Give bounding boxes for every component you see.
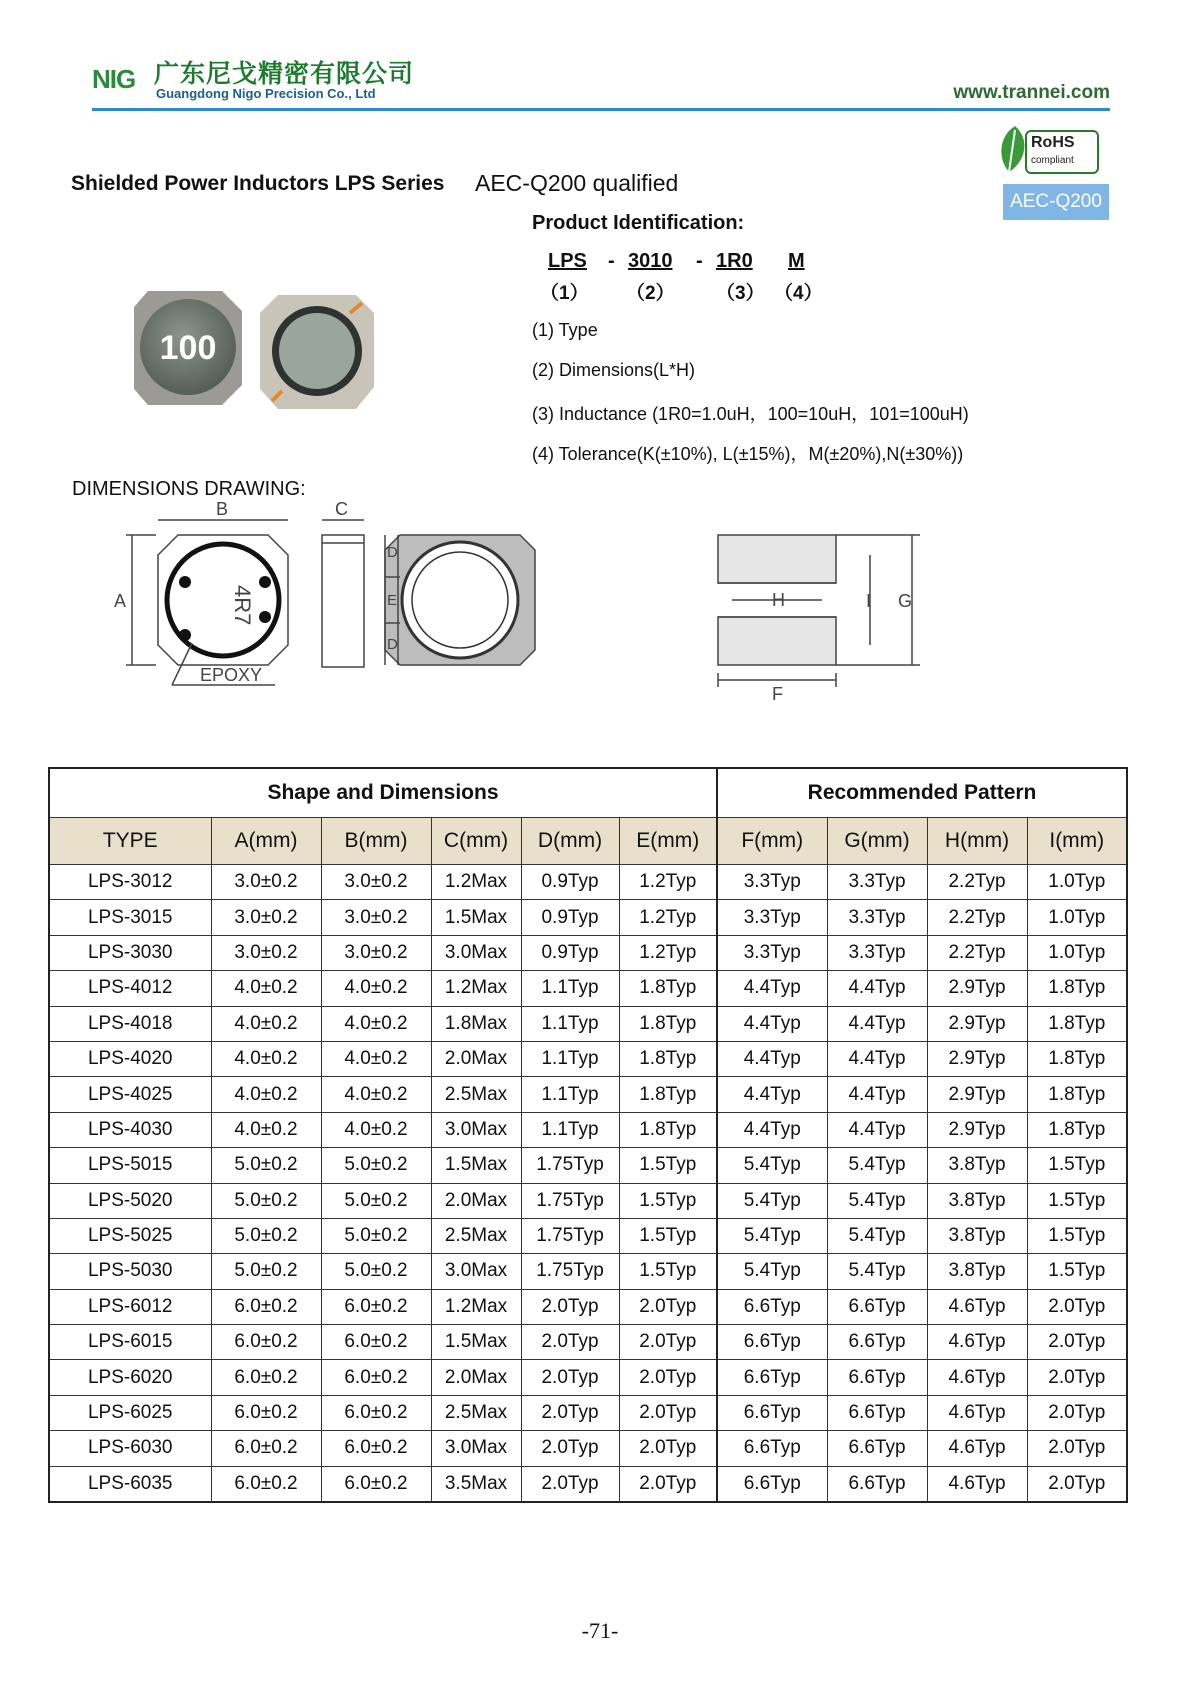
table-cell: 4.4Typ — [827, 1006, 927, 1041]
code-part-dimensions: 3010 — [628, 250, 673, 272]
table-cell: 3.8Typ — [927, 1218, 1027, 1253]
table-cell: 2.0Typ — [1027, 1466, 1127, 1502]
table-cell: 1.1Typ — [521, 1006, 619, 1041]
column-header: C(mm) — [431, 818, 521, 865]
company-logo — [92, 50, 432, 110]
table-row — [49, 1395, 1127, 1430]
table-cell: 3.3Typ — [717, 865, 827, 900]
table-cell: 1.2Typ — [619, 865, 717, 900]
table-cell: LPS-4025 — [49, 1077, 211, 1112]
table-cell: 5.0±0.2 — [321, 1218, 431, 1253]
table-cell: 2.0Typ — [619, 1289, 717, 1324]
table-cell: 4.0±0.2 — [211, 1041, 321, 1076]
table-cell: 5.4Typ — [827, 1218, 927, 1253]
table-cell: 2.0Typ — [521, 1360, 619, 1395]
table-cell: 3.0±0.2 — [211, 900, 321, 935]
table-cell: 6.6Typ — [717, 1431, 827, 1466]
series-title: Shielded Power Inductors LPS Series — [71, 172, 445, 195]
table-cell: 2.0Typ — [619, 1360, 717, 1395]
drawing-marking: 4R7 — [230, 585, 255, 626]
definition-dimensions: (2) Dimensions(L*H) — [532, 360, 696, 380]
table-cell: 3.3Typ — [827, 865, 927, 900]
table-cell: 2.0Typ — [1027, 1360, 1127, 1395]
table-cell: 3.5Max — [431, 1466, 521, 1502]
table-row — [49, 1077, 1127, 1112]
label-c: C — [335, 499, 348, 519]
table-cell: 2.9Typ — [927, 971, 1027, 1006]
table-cell: 1.1Typ — [521, 1112, 619, 1147]
dimensions-heading: DIMENSIONS DRAWING: — [72, 478, 306, 500]
table-cell: 4.4Typ — [717, 1077, 827, 1112]
table-cell: 4.0±0.2 — [211, 1077, 321, 1112]
label-i: I — [866, 591, 872, 611]
column-header: F(mm) — [717, 818, 827, 865]
table-row — [49, 1254, 1127, 1289]
table-cell: 4.0±0.2 — [211, 1006, 321, 1041]
table-cell: 4.4Typ — [827, 1112, 927, 1147]
page-number: -71- — [581, 1618, 619, 1643]
table-cell: LPS-5025 — [49, 1218, 211, 1253]
table-cell: 0.9Typ — [521, 865, 619, 900]
label-g: G — [898, 591, 913, 611]
table-cell: 0.9Typ — [521, 900, 619, 935]
table-cell: 2.0Typ — [521, 1466, 619, 1502]
table-cell: 5.0±0.2 — [211, 1218, 321, 1253]
table-row — [49, 1218, 1127, 1253]
table-cell: 2.9Typ — [927, 1112, 1027, 1147]
table-cell: 1.5Typ — [619, 1148, 717, 1183]
table-cell: 3.3Typ — [717, 935, 827, 970]
group-header-pattern: Recommended Pattern — [717, 768, 1127, 818]
table-cell: 6.0±0.2 — [211, 1325, 321, 1360]
column-header: G(mm) — [827, 818, 927, 865]
label-f: F — [772, 684, 783, 704]
table-row — [49, 1183, 1127, 1218]
rohs-title: RoHS — [1031, 134, 1075, 151]
table-cell: 6.0±0.2 — [211, 1289, 321, 1324]
table-cell: 1.1Typ — [521, 1077, 619, 1112]
table-cell: 2.0Max — [431, 1360, 521, 1395]
table-cell: 1.8Typ — [619, 1112, 717, 1147]
table-cell: 3.8Typ — [927, 1148, 1027, 1183]
table-row — [49, 935, 1127, 970]
table-row — [49, 1431, 1127, 1466]
column-header: TYPE — [49, 818, 211, 865]
table-cell: 1.2Typ — [619, 900, 717, 935]
specification-table — [48, 767, 1128, 1503]
table-cell: 2.0Typ — [619, 1395, 717, 1430]
column-header: B(mm) — [321, 818, 431, 865]
table-cell: 5.4Typ — [717, 1254, 827, 1289]
table-cell: 2.5Max — [431, 1077, 521, 1112]
table-cell: 2.5Max — [431, 1395, 521, 1430]
label-d-top: D — [387, 544, 398, 561]
table-row — [49, 900, 1127, 935]
table-cell: 1.2Max — [431, 1289, 521, 1324]
code-part-tolerance: M — [788, 250, 805, 272]
table-cell: 2.0Typ — [1027, 1289, 1127, 1324]
table-cell: 2.9Typ — [927, 1006, 1027, 1041]
table-cell: 1.1Typ — [521, 1041, 619, 1076]
table-row — [49, 1148, 1127, 1183]
table-cell: 2.0Typ — [1027, 1395, 1127, 1430]
table-cell: 4.4Typ — [717, 1006, 827, 1041]
table-cell: 2.9Typ — [927, 1077, 1027, 1112]
table-cell: 4.0±0.2 — [321, 1041, 431, 1076]
table-cell: 6.0±0.2 — [321, 1395, 431, 1430]
rohs-subtitle: compliant — [1031, 155, 1074, 166]
rohs-badge — [995, 122, 1107, 174]
table-cell: 3.0Max — [431, 1431, 521, 1466]
table-cell: 5.4Typ — [827, 1183, 927, 1218]
code-index: （3） — [716, 283, 765, 304]
definition-type: (1) Type — [532, 320, 598, 340]
table-cell: 1.75Typ — [521, 1148, 619, 1183]
column-header: I(mm) — [1027, 818, 1127, 865]
table-cell: 6.6Typ — [827, 1466, 927, 1502]
table-cell: 4.4Typ — [827, 1077, 927, 1112]
table-row — [49, 971, 1127, 1006]
company-name-en: Guangdong Nigo Precision Co., Ltd — [156, 86, 376, 101]
aec-badge: AEC-Q200 — [1003, 184, 1109, 220]
table-cell: 1.8Typ — [1027, 1112, 1127, 1147]
table-cell: 1.8Typ — [1027, 1041, 1127, 1076]
table-cell: LPS-3030 — [49, 935, 211, 970]
table-cell: 4.4Typ — [827, 1041, 927, 1076]
table-cell: 2.0Max — [431, 1041, 521, 1076]
table-cell: 5.0±0.2 — [321, 1254, 431, 1289]
table-cell: 6.0±0.2 — [321, 1466, 431, 1502]
table-cell: 3.0±0.2 — [321, 935, 431, 970]
label-epoxy: EPOXY — [200, 665, 263, 685]
table-cell: 1.5Max — [431, 900, 521, 935]
table-cell: LPS-4012 — [49, 971, 211, 1006]
qualification-title: AEC-Q200 qualified — [475, 170, 679, 196]
table-cell: 3.3Typ — [827, 935, 927, 970]
table-cell: 6.0±0.2 — [211, 1360, 321, 1395]
table-cell: 3.3Typ — [827, 900, 927, 935]
table-cell: 5.0±0.2 — [211, 1254, 321, 1289]
column-header: H(mm) — [927, 818, 1027, 865]
table-cell: LPS-4030 — [49, 1112, 211, 1147]
table-cell: LPS-6035 — [49, 1466, 211, 1502]
table-cell: 1.0Typ — [1027, 865, 1127, 900]
table-cell: 4.0±0.2 — [211, 971, 321, 1006]
table-cell: 6.6Typ — [827, 1289, 927, 1324]
table-cell: 2.0Typ — [619, 1431, 717, 1466]
table-cell: 2.0Typ — [521, 1325, 619, 1360]
table-cell: LPS-4020 — [49, 1041, 211, 1076]
column-header: A(mm) — [211, 818, 321, 865]
table-cell: 4.0±0.2 — [321, 1077, 431, 1112]
label-e: E — [387, 592, 398, 609]
table-cell: 4.0±0.2 — [321, 1112, 431, 1147]
code-index: （2） — [626, 283, 675, 304]
table-cell: 2.0Typ — [1027, 1325, 1127, 1360]
table-row — [49, 1466, 1127, 1502]
table-cell: 2.5Max — [431, 1218, 521, 1253]
table-cell: 1.75Typ — [521, 1218, 619, 1253]
table-cell: 1.75Typ — [521, 1254, 619, 1289]
table-cell: 4.4Typ — [717, 1041, 827, 1076]
table-cell: 6.0±0.2 — [211, 1466, 321, 1502]
table-cell: 6.6Typ — [717, 1466, 827, 1502]
table-cell: 2.2Typ — [927, 900, 1027, 935]
table-cell: 3.8Typ — [927, 1183, 1027, 1218]
table-cell: 3.3Typ — [717, 900, 827, 935]
table-cell: 4.0±0.2 — [321, 971, 431, 1006]
table-cell: 1.8Typ — [1027, 1006, 1127, 1041]
table-cell: 2.0Typ — [521, 1289, 619, 1324]
website-link[interactable]: www.trannei.com — [953, 82, 1110, 103]
table-cell: 1.5Typ — [619, 1254, 717, 1289]
table-cell: 1.5Typ — [1027, 1148, 1127, 1183]
table-cell: 4.6Typ — [927, 1395, 1027, 1430]
table-cell: 3.0±0.2 — [321, 900, 431, 935]
product-identification-heading: Product Identification: — [532, 212, 745, 234]
table-cell: 5.4Typ — [827, 1148, 927, 1183]
dimensions-drawing — [100, 499, 950, 755]
table-cell: LPS-6020 — [49, 1360, 211, 1395]
table-cell: LPS-4018 — [49, 1006, 211, 1041]
inductor-marking: 100 — [159, 329, 217, 367]
table-cell: 1.75Typ — [521, 1183, 619, 1218]
table-cell: 2.0Typ — [521, 1431, 619, 1466]
table-cell: 5.0±0.2 — [321, 1148, 431, 1183]
table-cell: 6.0±0.2 — [321, 1360, 431, 1395]
table-cell: 4.0±0.2 — [321, 1006, 431, 1041]
table-cell: LPS-3015 — [49, 900, 211, 935]
column-header: D(mm) — [521, 818, 619, 865]
table-cell: 4.6Typ — [927, 1325, 1027, 1360]
table-cell: 1.0Typ — [1027, 935, 1127, 970]
table-cell: 4.4Typ — [717, 1112, 827, 1147]
table-cell: LPS-6030 — [49, 1431, 211, 1466]
label-a: A — [114, 591, 127, 611]
table-cell: 6.6Typ — [717, 1395, 827, 1430]
table-cell: 6.6Typ — [717, 1325, 827, 1360]
table-cell: 5.0±0.2 — [211, 1148, 321, 1183]
table-cell: 3.0Max — [431, 935, 521, 970]
table-cell: LPS-5020 — [49, 1183, 211, 1218]
table-cell: 6.0±0.2 — [321, 1289, 431, 1324]
company-name-cn: 广东尼戈精密有限公司 — [154, 60, 415, 88]
table-cell: 1.2Max — [431, 865, 521, 900]
table-row — [49, 1041, 1127, 1076]
table-cell: 2.0Typ — [1027, 1431, 1127, 1466]
table-cell: 1.5Typ — [619, 1183, 717, 1218]
table-cell: 3.8Typ — [927, 1254, 1027, 1289]
table-row — [49, 1289, 1127, 1324]
table-cell: 6.6Typ — [827, 1395, 927, 1430]
table-row — [49, 1325, 1127, 1360]
table-cell: 6.0±0.2 — [321, 1431, 431, 1466]
table-cell: 6.6Typ — [717, 1360, 827, 1395]
table-cell: 6.0±0.2 — [321, 1325, 431, 1360]
table-cell: LPS-5015 — [49, 1148, 211, 1183]
table-row — [49, 865, 1127, 900]
table-cell: 1.8Typ — [1027, 1077, 1127, 1112]
table-cell: 4.6Typ — [927, 1289, 1027, 1324]
table-cell: 5.0±0.2 — [211, 1183, 321, 1218]
table-cell: 1.8Typ — [1027, 971, 1127, 1006]
table-cell: 1.8Max — [431, 1006, 521, 1041]
table-cell: 3.0Max — [431, 1254, 521, 1289]
table-cell: 5.4Typ — [717, 1183, 827, 1218]
table-cell: 6.0±0.2 — [211, 1431, 321, 1466]
header-divider — [92, 108, 1110, 111]
definition-inductance: (3) Inductance (1R0=1.0uH，100=10uH，101=100uH) — [532, 404, 969, 424]
table-cell: 1.2Typ — [619, 935, 717, 970]
table-cell: LPS-6025 — [49, 1395, 211, 1430]
table-cell: 3.0±0.2 — [321, 865, 431, 900]
table-row — [49, 1360, 1127, 1395]
table-cell: 4.6Typ — [927, 1466, 1027, 1502]
table-cell: LPS-3012 — [49, 865, 211, 900]
table-cell: 5.4Typ — [827, 1254, 927, 1289]
table-cell: LPS-6012 — [49, 1289, 211, 1324]
table-cell: 3.0Max — [431, 1112, 521, 1147]
code-part-type: LPS — [548, 250, 587, 272]
table-cell: 0.9Typ — [521, 935, 619, 970]
table-cell: 4.0±0.2 — [211, 1112, 321, 1147]
table-cell: 1.8Typ — [619, 1077, 717, 1112]
table-cell: 1.5Typ — [1027, 1183, 1127, 1218]
group-header-shape: Shape and Dimensions — [49, 768, 717, 818]
table-cell: 4.6Typ — [927, 1360, 1027, 1395]
table-cell: 2.0Max — [431, 1183, 521, 1218]
table-cell: 2.0Typ — [619, 1325, 717, 1360]
table-cell: 5.4Typ — [717, 1148, 827, 1183]
logo-mark: NIG — [92, 64, 136, 94]
table-cell: 5.4Typ — [717, 1218, 827, 1253]
code-dash: - — [696, 250, 703, 272]
code-index: （1） — [540, 283, 589, 304]
table-cell: LPS-6015 — [49, 1325, 211, 1360]
column-header: E(mm) — [619, 818, 717, 865]
table-cell: LPS-5030 — [49, 1254, 211, 1289]
table-cell: 6.6Typ — [717, 1289, 827, 1324]
table-cell: 1.1Typ — [521, 971, 619, 1006]
table-cell: 2.2Typ — [927, 935, 1027, 970]
label-d-bottom: D — [387, 636, 398, 653]
code-part-inductance: 1R0 — [716, 250, 753, 272]
table-cell: 3.0±0.2 — [211, 935, 321, 970]
code-dash: - — [608, 250, 615, 272]
table-cell: 1.5Typ — [1027, 1218, 1127, 1253]
table-cell: 3.0±0.2 — [211, 865, 321, 900]
table-cell: 2.0Typ — [521, 1395, 619, 1430]
definition-tolerance: (4) Tolerance(K(±10%), L(±15%)，M(±20%),N(±30%)) — [532, 444, 964, 464]
table-cell: 4.4Typ — [827, 971, 927, 1006]
table-cell: 1.0Typ — [1027, 900, 1127, 935]
table-cell: 5.0±0.2 — [321, 1183, 431, 1218]
table-row — [49, 1006, 1127, 1041]
table-cell: 6.6Typ — [827, 1360, 927, 1395]
product-photo — [130, 285, 390, 425]
code-index: （4） — [774, 283, 823, 304]
table-cell: 6.6Typ — [827, 1431, 927, 1466]
table-cell: 1.5Typ — [1027, 1254, 1127, 1289]
table-cell: 2.9Typ — [927, 1041, 1027, 1076]
table-cell: 1.8Typ — [619, 1006, 717, 1041]
table-cell: 1.5Typ — [619, 1218, 717, 1253]
table-cell: 1.8Typ — [619, 1041, 717, 1076]
table-cell: 1.5Max — [431, 1148, 521, 1183]
table-row — [49, 1112, 1127, 1147]
label-b: B — [216, 499, 229, 519]
table-cell: 4.4Typ — [717, 971, 827, 1006]
table-cell: 2.0Typ — [619, 1466, 717, 1502]
table-cell: 6.6Typ — [827, 1325, 927, 1360]
table-cell: 4.6Typ — [927, 1431, 1027, 1466]
table-cell: 1.8Typ — [619, 971, 717, 1006]
table-cell: 2.2Typ — [927, 865, 1027, 900]
table-cell: 1.5Max — [431, 1325, 521, 1360]
table-cell: 6.0±0.2 — [211, 1395, 321, 1430]
label-h: H — [772, 590, 785, 610]
table-cell: 1.2Max — [431, 971, 521, 1006]
